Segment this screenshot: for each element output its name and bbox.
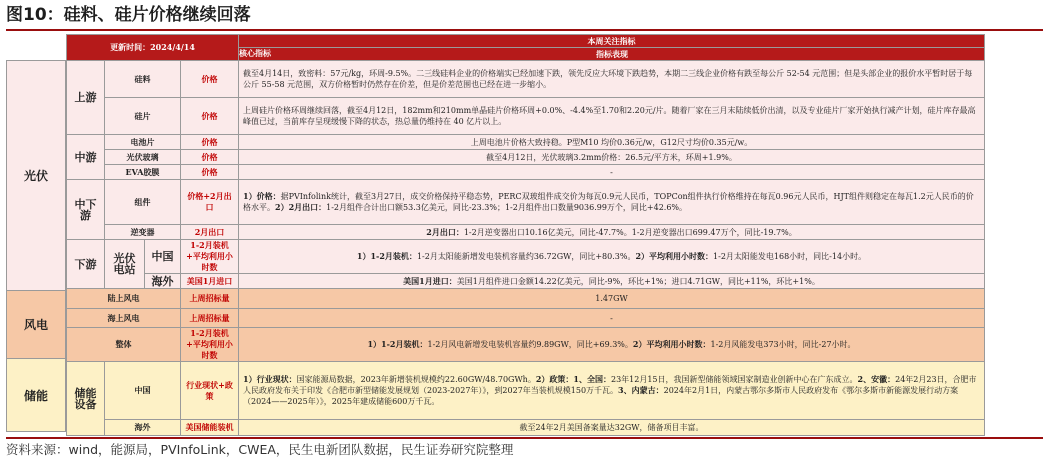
indicator-table [66, 34, 985, 436]
pv-china-install-text: 1-2月太阳能新增发电装机容量约36.72GW，同比+80.3%。 [416, 252, 636, 261]
storage-status-heading: 1）行业现状： [243, 374, 297, 384]
source-note: 资料来源：wind，能源局，PVInfoLink，CWEA，民生电新团队数据，民生证券研究院整理 [6, 442, 514, 457]
pv-china-performance [239, 240, 985, 274]
storage-equipment-label: 储能设备 [67, 362, 105, 436]
module-price-heading: 1）价格： [243, 191, 281, 201]
storage-overseas-indicator: 美国储能装机 [181, 420, 239, 436]
onshore-wind-label: 陆上风电 [67, 289, 181, 309]
storage-china-indicator: 行业现状+政策 [181, 362, 239, 420]
pv-china-install-heading: 1）1-2月装机： [356, 251, 417, 261]
glass-indicator: 价格 [181, 150, 239, 165]
inverter-label: 逆变器 [105, 225, 181, 240]
pv-china-indicator: 1-2月装机+平均利用小时数 [181, 240, 239, 274]
storage-china-label: 中国 [105, 362, 181, 420]
silicon-material-indicator: 价格 [181, 61, 239, 98]
pv-mid-downstream-label: 中下游 [67, 180, 105, 240]
wafer-performance: 上周硅片价格环周继续回落，截至4月12日，182mm和210mm单晶硅片价格环周+0.0%、-4.4%至1.70和2.20元/片。随着厂家在三月末陆续低价出清，以及专业硅片厂家开始执行减产计划，硅片库存最高峰值已过，当前库存呈现缓慢下降的状态，热总量仍维持在 40 亿片以上。 [239, 98, 985, 135]
pv-plant-label: 光伏电站 [105, 240, 145, 289]
silicon-material-label: 硅料 [105, 61, 181, 98]
pv-overseas-heading: 美国1月进口： [403, 275, 457, 286]
offshore-wind-performance: - [239, 309, 985, 328]
offshore-wind-indicator: 上周招标量 [181, 309, 239, 328]
cell-label: 电池片 [105, 135, 181, 150]
sector-storage: 储能 [6, 358, 66, 432]
module-indicator: 价格+2月出口 [181, 180, 239, 225]
onshore-wind-performance: 1.47GW [239, 289, 985, 309]
sector-wind: 风电 [6, 290, 66, 359]
storage-status-text: 国家能源局数据，2023年新增装机规模约22.60GW/48.70GWh。 [296, 375, 536, 384]
inverter-heading: 2月出口： [426, 226, 464, 237]
inverter-text: 1-2月逆变器出口10.16亿美元，同比-47.7%。1-2月逆变器出口699.47万个，同比-19.7%。 [463, 227, 797, 237]
module-export-text: 1-2月组件合计出口额53.3亿美元，同比-23.3%；1-2月组件出口数量9036.99万个，同比+42.6%。 [326, 203, 688, 212]
eva-indicator: 价格 [181, 165, 239, 180]
source-rule [6, 437, 1043, 439]
sector-pv: 光伏 [6, 60, 66, 291]
inverter-indicator: 2月出口 [181, 225, 239, 240]
wind-overall-performance [239, 328, 985, 362]
weekly-focus-header: 本周关注指标 [239, 35, 985, 48]
storage-policy-anhui-heading: 2、安徽： [857, 374, 896, 384]
core-indicator-header: 核心指标 [239, 48, 271, 58]
wafer-indicator: 价格 [181, 98, 239, 135]
wind-hours-text: 1-2月风能发电373小时，同比-27小时。 [710, 340, 856, 349]
pv-china-hours-heading: 2）平均利用小时数： [635, 251, 714, 261]
eva-label: EVA胶膜 [105, 165, 181, 180]
module-export-heading: 2）2月出口： [275, 202, 327, 212]
wind-hours-heading: 2）平均利用小时数： [632, 339, 711, 349]
cell-performance: 上周电池片价格大致持稳。P型M10 均价0.36元/w，G12尺寸均价0.35元/w。 [239, 135, 985, 150]
pv-downstream-label: 下游 [67, 240, 105, 289]
glass-label: 光伏玻璃 [105, 150, 181, 165]
storage-policy-anhui-text: 24年2月23日，合肥市人民政府发布关于印发《合肥市新型储能发展规划（2023-2027年）》，到2027年当装机规模150万千瓦。 [243, 375, 977, 395]
wafer-label: 硅片 [105, 98, 181, 135]
indicator-performance-header: 指标表现 [596, 48, 628, 59]
storage-policy-inner-mongolia-text: 2024年2月1日，内蒙古鄂尔多斯市人民政府发布《鄂尔多斯市新能源发展行动方案（2024——2025年）》，2025年建成储能600万千瓦。 [243, 386, 959, 406]
wind-overall-indicator: 1-2月装机+平均利用小时数 [181, 328, 239, 362]
inverter-performance [239, 225, 985, 240]
storage-policy-national-text: 23年12月15日，我国新型储能领域国家制造业创新中心在广东成立。 [610, 375, 858, 384]
module-performance [239, 180, 985, 225]
storage-china-performance [239, 362, 985, 420]
offshore-wind-label: 海上风电 [67, 309, 181, 328]
pv-china-label: 中国 [145, 240, 181, 274]
eva-performance: - [239, 165, 985, 180]
wind-install-heading: 1）1-2月装机： [367, 339, 428, 349]
pv-overseas-indicator: 美国1月进口 [181, 274, 239, 289]
title-rule [6, 29, 1043, 31]
pv-overseas-label: 海外 [145, 274, 181, 289]
pv-upstream-label: 上游 [67, 61, 105, 135]
wind-overall-label: 整体 [67, 328, 181, 362]
cell-indicator: 价格 [181, 135, 239, 150]
pv-china-hours-text: 1-2月太阳能发电168小时，同比-14小时。 [713, 252, 867, 261]
update-time: 更新时间：2024/4/14 [67, 35, 239, 61]
storage-policy-heading: 2）政策： [535, 374, 574, 384]
silicon-material-performance: 截至4月14日，致密料：57元/kg，环周-9.5%。二三线硅料企业的价格端实已经加速下跌，领先反应大环境下跌趋势，本期二三线企业价格有跌至每公斤 52-54 元范围；但是头部企业的报价水平暂时居于每公斤 55-58 元范围，双方价格暂时仍然存在价差，但是价差范围也已经在进一步缩小。 [239, 61, 985, 98]
glass-performance: 截至4月12日，光伏玻璃3.2mm价格：26.5元/平方米，环周+1.9%。 [239, 150, 985, 165]
storage-policy-inner-mongolia-heading: 3、内蒙古： [618, 385, 664, 395]
module-label: 组件 [105, 180, 181, 225]
wind-install-text: 1-2月风电新增发电装机容量约9.89GW，同比+69.3%。 [427, 340, 633, 349]
figure-title: 图10：硅料、硅片价格继续回落 [6, 5, 251, 25]
storage-overseas-performance: 截至24年2月美国备案量达32GW，储备项目丰富。 [239, 420, 985, 436]
onshore-wind-indicator: 上周招标量 [181, 289, 239, 309]
storage-overseas-label: 海外 [105, 420, 181, 436]
pv-midstream-label: 中游 [67, 135, 105, 180]
module-price-text: 据PVInfolink统计，截至3月27日，成交价格保持平稳态势，PERC双玻组件成交价为每瓦0.9元人民币，TOPCon组件执行价格维持在每瓦0.96元人民币，HJT组件则稳定在每瓦1.2元人民币的价格水平。 [243, 192, 974, 212]
storage-policy-national-heading: 1、全国： [573, 374, 611, 384]
pv-overseas-text: 美国1月组件进口金额14.22亿美元，同比-9%，环比+1%；进口4.71GW，同比+11%，环比+1%。 [456, 276, 820, 286]
pv-overseas-performance [239, 274, 985, 289]
